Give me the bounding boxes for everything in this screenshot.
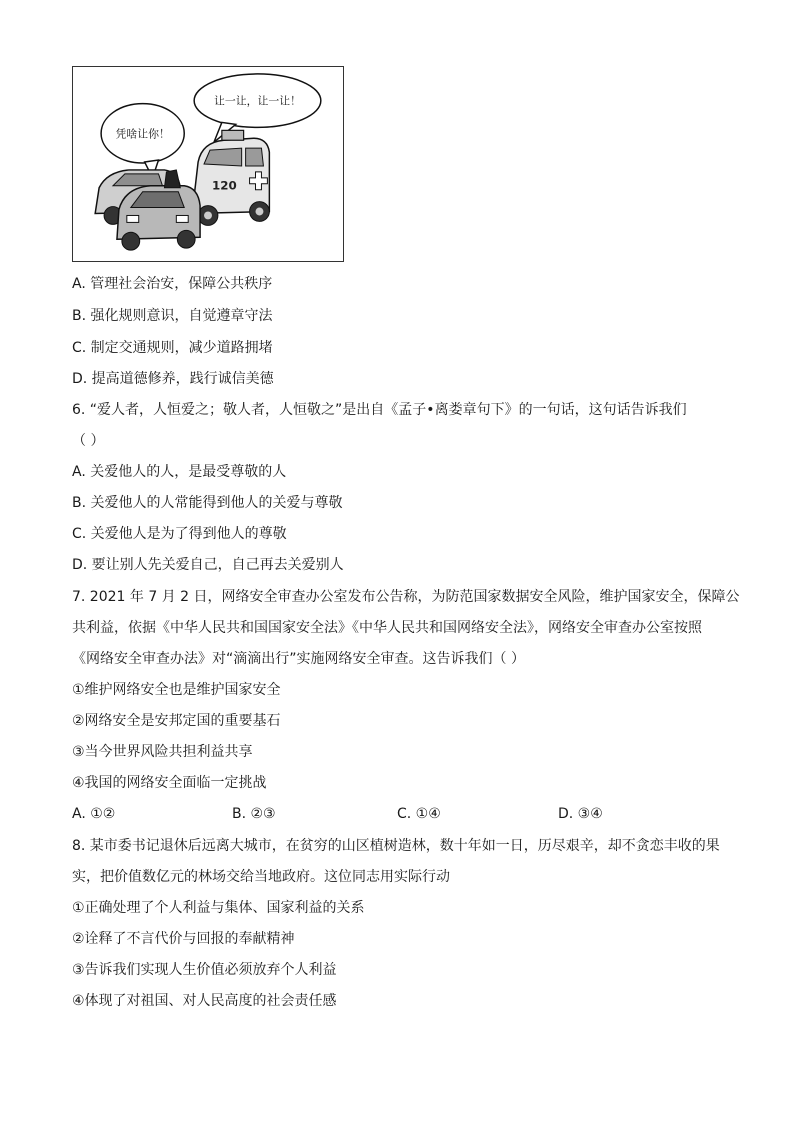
q8-statement-4: ④体现了对祖国、对人民高度的社会责任感 bbox=[72, 993, 337, 1009]
q7-stem-line1: 7. 2021 年 7 月 2 日，网络安全审查办公室发布公告称，为防范国家数据安全风险，维护国家安全，保障公 bbox=[72, 589, 740, 605]
bubble-right-text: 让一让，让一让！ bbox=[213, 94, 301, 108]
q5-option-b: B. 强化规则意识，自觉遵章守法 bbox=[72, 308, 273, 324]
q6-option-b: B. 关爱他人的人常能得到他人的关爱与尊敬 bbox=[72, 495, 343, 511]
q6-stem-line1: 6. “爱人者，人恒爱之；敬人者，人恒敬之”是出自《孟子•离娄章句下》的一句话，这句话告诉我们 bbox=[72, 402, 687, 418]
bubble-left-text: 凭啥让你！ bbox=[115, 127, 170, 141]
q7-stem-line3: 《网络安全审查办法》对“滴滴出行”实施网络安全审查。这告诉我们（ ） bbox=[72, 651, 525, 667]
q7-choice-d: D. ③④ bbox=[558, 806, 603, 822]
q6-option-c: C. 关爱他人是为了得到他人的尊敬 bbox=[72, 526, 287, 542]
q7-statement-2: ②网络安全是安邦定国的重要基石 bbox=[72, 713, 281, 729]
q8-statement-1: ①正确处理了个人利益与集体、国家利益的关系 bbox=[72, 900, 365, 916]
q8-stem-line2: 实，把价值数亿元的林场交给当地政府。这位同志用实际行动 bbox=[72, 869, 450, 885]
q6-option-a: A. 关爱他人的人，是最受尊敬的人 bbox=[72, 464, 287, 480]
q7-statement-1: ①维护网络安全也是维护国家安全 bbox=[72, 682, 281, 698]
q6-stem-line2: （ ） bbox=[72, 433, 105, 449]
q7-choice-c: C. ①④ bbox=[397, 806, 441, 822]
q7-statement-3: ③当今世界风险共担利益共享 bbox=[72, 744, 253, 760]
q8-statement-2: ②诠释了不言代价与回报的奉献精神 bbox=[72, 931, 295, 947]
q7-statement-4: ④我国的网络安全面临一定挑战 bbox=[72, 775, 267, 791]
q8-statement-3: ③告诉我们实现人生价值必须放弃个人利益 bbox=[72, 962, 337, 978]
ambulance-drawing bbox=[192, 130, 269, 225]
cartoon-svg bbox=[73, 67, 343, 261]
ambulance-number: 120 bbox=[211, 178, 237, 193]
cartoon-illustration bbox=[72, 66, 344, 262]
q8-stem-line1: 8. 某市委书记退休后远离大城市，在贫穷的山区植树造林，数十年如一日，历尽艰辛，却不贪恋丰收的果 bbox=[72, 838, 720, 854]
q7-choice-a: A. ①② bbox=[72, 806, 116, 822]
q7-stem-line2: 共利益，依据《中华人民共和国国家安全法》《中华人民共和国网络安全法》，网络安全审查办公室按照 bbox=[72, 620, 702, 636]
q6-option-d: D. 要让别人先关爱自己，自己再去关爱别人 bbox=[72, 557, 344, 573]
q5-option-c: C. 制定交通规则，减少道路拥堵 bbox=[72, 340, 273, 356]
q5-option-d: D. 提高道德修养，践行诚信美德 bbox=[72, 371, 274, 387]
q7-choice-b: B. ②③ bbox=[232, 806, 276, 822]
q5-option-a: A. 管理社会治安，保障公共秩序 bbox=[72, 276, 273, 292]
